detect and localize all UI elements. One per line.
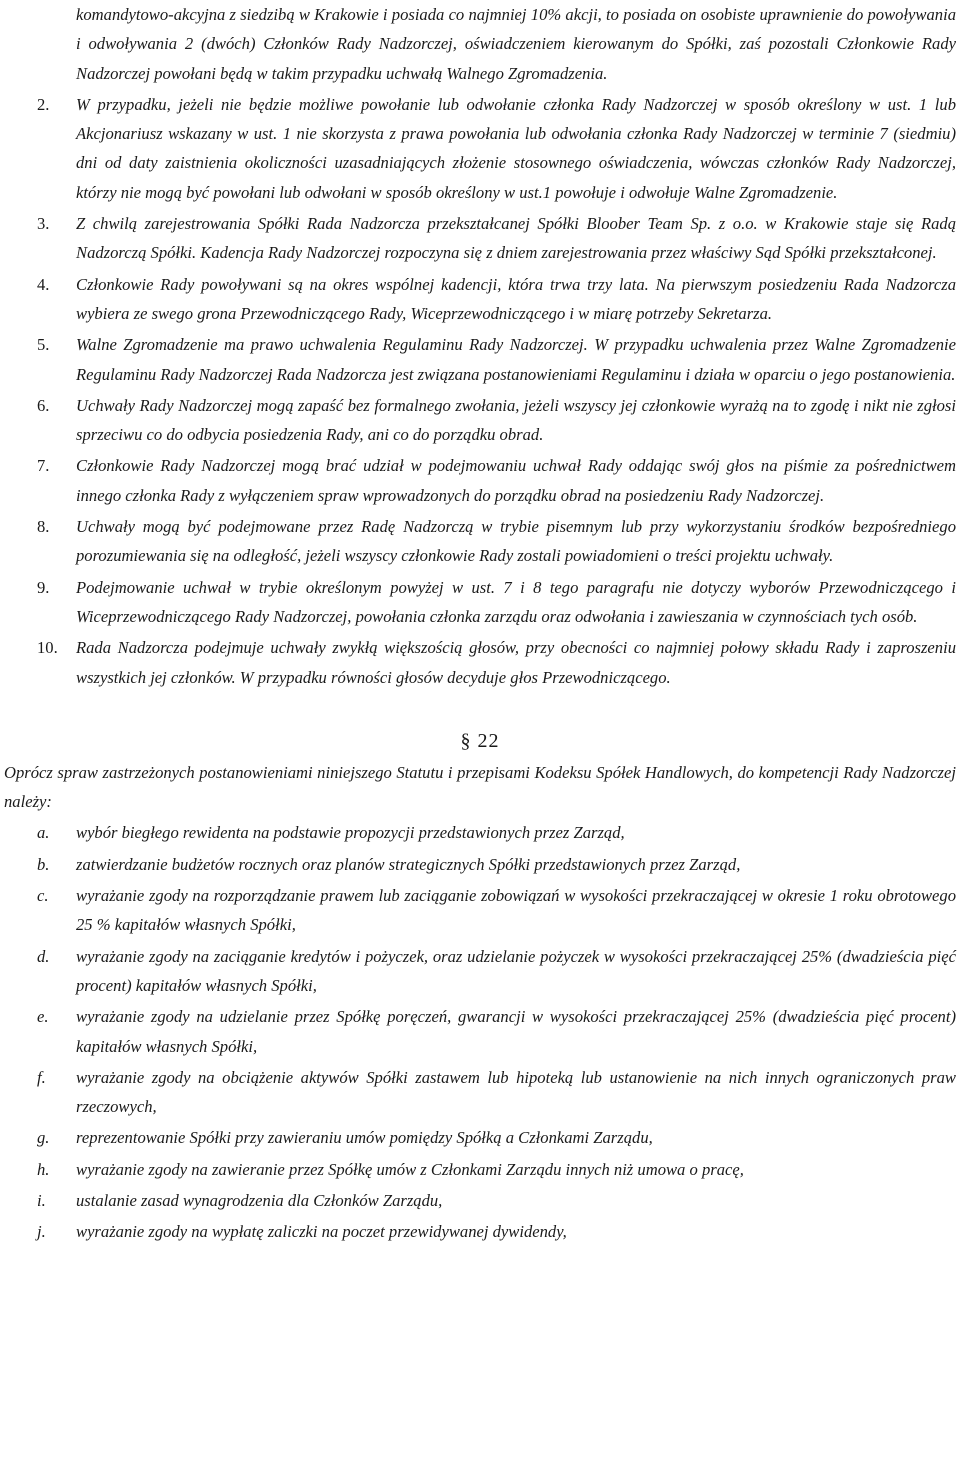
lettered-item-a: [0, 818, 960, 847]
lettered-item-j: [0, 1217, 960, 1246]
item-letter: b.: [37, 854, 50, 874]
item-text: Z chwilą zarejestrowania Spółki Rada Nadzorcza przekształcanej Spółki Bloober Team Sp. z o.o. w Krakowie staje się Radą Nadzorczą Spółki. Kadencja Rady Nadzorczej rozpoczyna się z dniem zarejestrowania przez właściwy Sąd Spółki przekształconej.: [76, 214, 956, 263]
lettered-item-g: [0, 1123, 960, 1152]
numbered-item-6: [0, 391, 960, 450]
item-text: Członkowie Rady powoływani są na okres wspólnej kadencji, która trwa trzy lata. Na pierwszym posiedzeniu Rada Nadzorcza wybiera ze swego grona Przewodniczącego Rady, Wiceprzewodniczącego i w miarę potrzeby Sekretarza.: [76, 274, 956, 323]
item-text: wyrażanie zgody na rozporządzanie prawem lub zaciąganie zobowiązań w wysokości przekraczającej w okresie 1 roku obrotowego 25 % kapitałów własnych Spółki,: [76, 886, 956, 935]
item-letter: j.: [37, 1222, 46, 1242]
continuation-paragraph: [0, 0, 960, 88]
item-text: zatwierdzanie budżetów rocznych oraz planów strategicznych Spółki przedstawionych przez Zarząd,: [76, 854, 741, 874]
numbered-item-4: [0, 270, 960, 329]
numbered-item-9: [0, 573, 960, 632]
item-text: Walne Zgromadzenie ma prawo uchwalenia Regulaminu Rady Nadzorczej. W przypadku uchwalenia przez Walne Zgromadzenie Regulaminu Rady Nadzorczej Rada Nadzorcza jest związana postanowieniami Regulaminu i działa w oparciu o jego postanowienia.: [76, 335, 956, 384]
item-letter: c.: [37, 886, 49, 906]
item-text: wyrażanie zgody na zaciąganie kredytów i pożyczek, oraz udzielanie pożyczek w wysokości przekraczającej 25% (dwadzieścia pięć procent) kapitałów własnych Spółki,: [76, 946, 956, 995]
item-number: 10.: [37, 638, 58, 658]
item-text: W przypadku, jeżeli nie będzie możliwe powołanie lub odwołanie członka Rady Nadzorczej w sposób określony w ust. 1 lub Akcjonariusz wskazany w ust. 1 nie skorzysta z prawa powołania lub odwołania członka Rady Nadzorczej w terminie 7 (siedmiu) dni od daty zaistnienia okoliczności uzasadniających złożenie stosownego oświadczenia, wówczas członków Rady Nadzorczej, którzy nie mogą być powołani lub odwołani w sposób określony w ust.1 powołuje i odwołuje Walne Zgromadzenie.: [76, 94, 956, 202]
item-text: wyrażanie zgody na wypłatę zaliczki na poczet przewidywanej dywidendy,: [76, 1222, 567, 1242]
item-number: 9.: [37, 577, 50, 597]
numbered-item-5: [0, 330, 960, 389]
item-letter: h.: [37, 1159, 50, 1179]
numbered-item-8: [0, 512, 960, 571]
item-text: Podejmowanie uchwał w trybie określonym powyżej w ust. 7 i 8 tego paragrafu nie dotyczy wyborów Przewodniczącego i Wiceprzewodniczącego Rady Nadzorczej, powołania członka zarządu oraz odwołania i zawieszania w czynnościach tych osób.: [76, 577, 956, 626]
intro-text: Oprócz spraw zastrzeżonych postanowieniami niniejszego Statutu i przepisami Kodeksu Spółek Handlowych, do kompetencji Rady Nadzorczej należy:: [4, 762, 956, 812]
item-letter: d.: [37, 946, 50, 966]
item-letter: a.: [37, 823, 50, 843]
item-number: 5.: [37, 335, 50, 355]
item-text: Rada Nadzorcza podejmuje uchwały zwykłą większością głosów, przy obecności co najmniej połowy składu Rady i zaproszeniu wszystkich jej członków. W przypadku równości głosów decyduje głos Przewodniczącego.: [76, 638, 956, 687]
item-number: 7.: [37, 456, 50, 476]
paragraph-text: komandytowo-akcyjna z siedzibą w Krakowie i posiada co najmniej 10% akcji, to posiada on osobiste uprawnienie do powoływania i odwoływania 2 (dwóch) Członków Rady Nadzorczej, oświadczeniem kierowanym do Spółki, zaś pozostali Członkowie Rady Nadzorczej powołani będą w takim przypadku uchwałą Walnego Zgromadzenia.: [76, 5, 956, 83]
lettered-item-e: [0, 1002, 960, 1061]
lettered-item-i: [0, 1186, 960, 1215]
numbered-item-7: [0, 451, 960, 510]
item-text: wybór biegłego rewidenta na podstawie propozycji przedstawionych przez Zarząd,: [76, 823, 625, 843]
lettered-item-c: [0, 881, 960, 940]
item-number: 8.: [37, 517, 50, 537]
item-number: 4.: [37, 274, 50, 294]
item-letter: g.: [37, 1128, 50, 1148]
lettered-item-h: [0, 1155, 960, 1184]
item-text: Członkowie Rady Nadzorczej mogą brać udział w podejmowaniu uchwał Rady oddając swój głos na piśmie za pośrednictwem innego członka Rady z wyłączeniem spraw wprowadzonych do porządku obrad na posiedzeniu Rady Nadzorczej.: [76, 456, 956, 505]
item-text: wyrażanie zgody na zawieranie przez Spółkę umów z Członkami Zarządu innych niż umowa o pracę,: [76, 1159, 744, 1179]
lettered-item-f: [0, 1063, 960, 1122]
numbered-item-10: [0, 633, 960, 692]
item-text: wyrażanie zgody na udzielanie przez Spółkę poręczeń, gwarancji w wysokości przekraczającej 25% (dwadzieścia pięć procent) kapitałów własnych Spółki,: [76, 1007, 956, 1056]
item-number: 6.: [37, 395, 50, 415]
lettered-item-b: [0, 850, 960, 879]
numbered-item-3: [0, 209, 960, 268]
item-number: 2.: [37, 94, 50, 114]
item-text: Uchwały Rady Nadzorczej mogą zapaść bez formalnego zwołania, jeżeli wszyscy jej członkowie wyrażą na to zgodę i nikt nie zgłosi sprzeciwu co do odbycia posiedzenia Rady, ani co do porządku obrad.: [76, 395, 956, 445]
item-text: reprezentowanie Spółki przy zawieraniu umów pomiędzy Spółką a Członkami Zarządu,: [76, 1128, 653, 1148]
item-number: 3.: [37, 214, 50, 234]
numbered-item-2: [0, 90, 960, 207]
item-text: wyrażanie zgody na obciążenie aktywów Spółki zastawem lub hipoteką lub ustanowienie na nich innych ograniczonych praw rzeczowych,: [76, 1067, 956, 1117]
lettered-item-d: [0, 942, 960, 1001]
item-letter: e.: [37, 1007, 49, 1027]
item-letter: f.: [37, 1067, 46, 1087]
item-text: Uchwały mogą być podejmowane przez Radę Nadzorczą w trybie pisemnym lub przy wykorzystaniu środków bezpośredniego porozumiewania się na odległość, jeżeli wszyscy członkowie Rady zostali powiadomieni o treści projektu uchwały.: [76, 517, 956, 566]
item-text: ustalanie zasad wynagrodzenia dla Członków Zarządu,: [76, 1190, 443, 1210]
item-letter: i.: [37, 1190, 46, 1210]
section-heading: § 22: [460, 729, 500, 752]
section-intro: [0, 758, 960, 817]
